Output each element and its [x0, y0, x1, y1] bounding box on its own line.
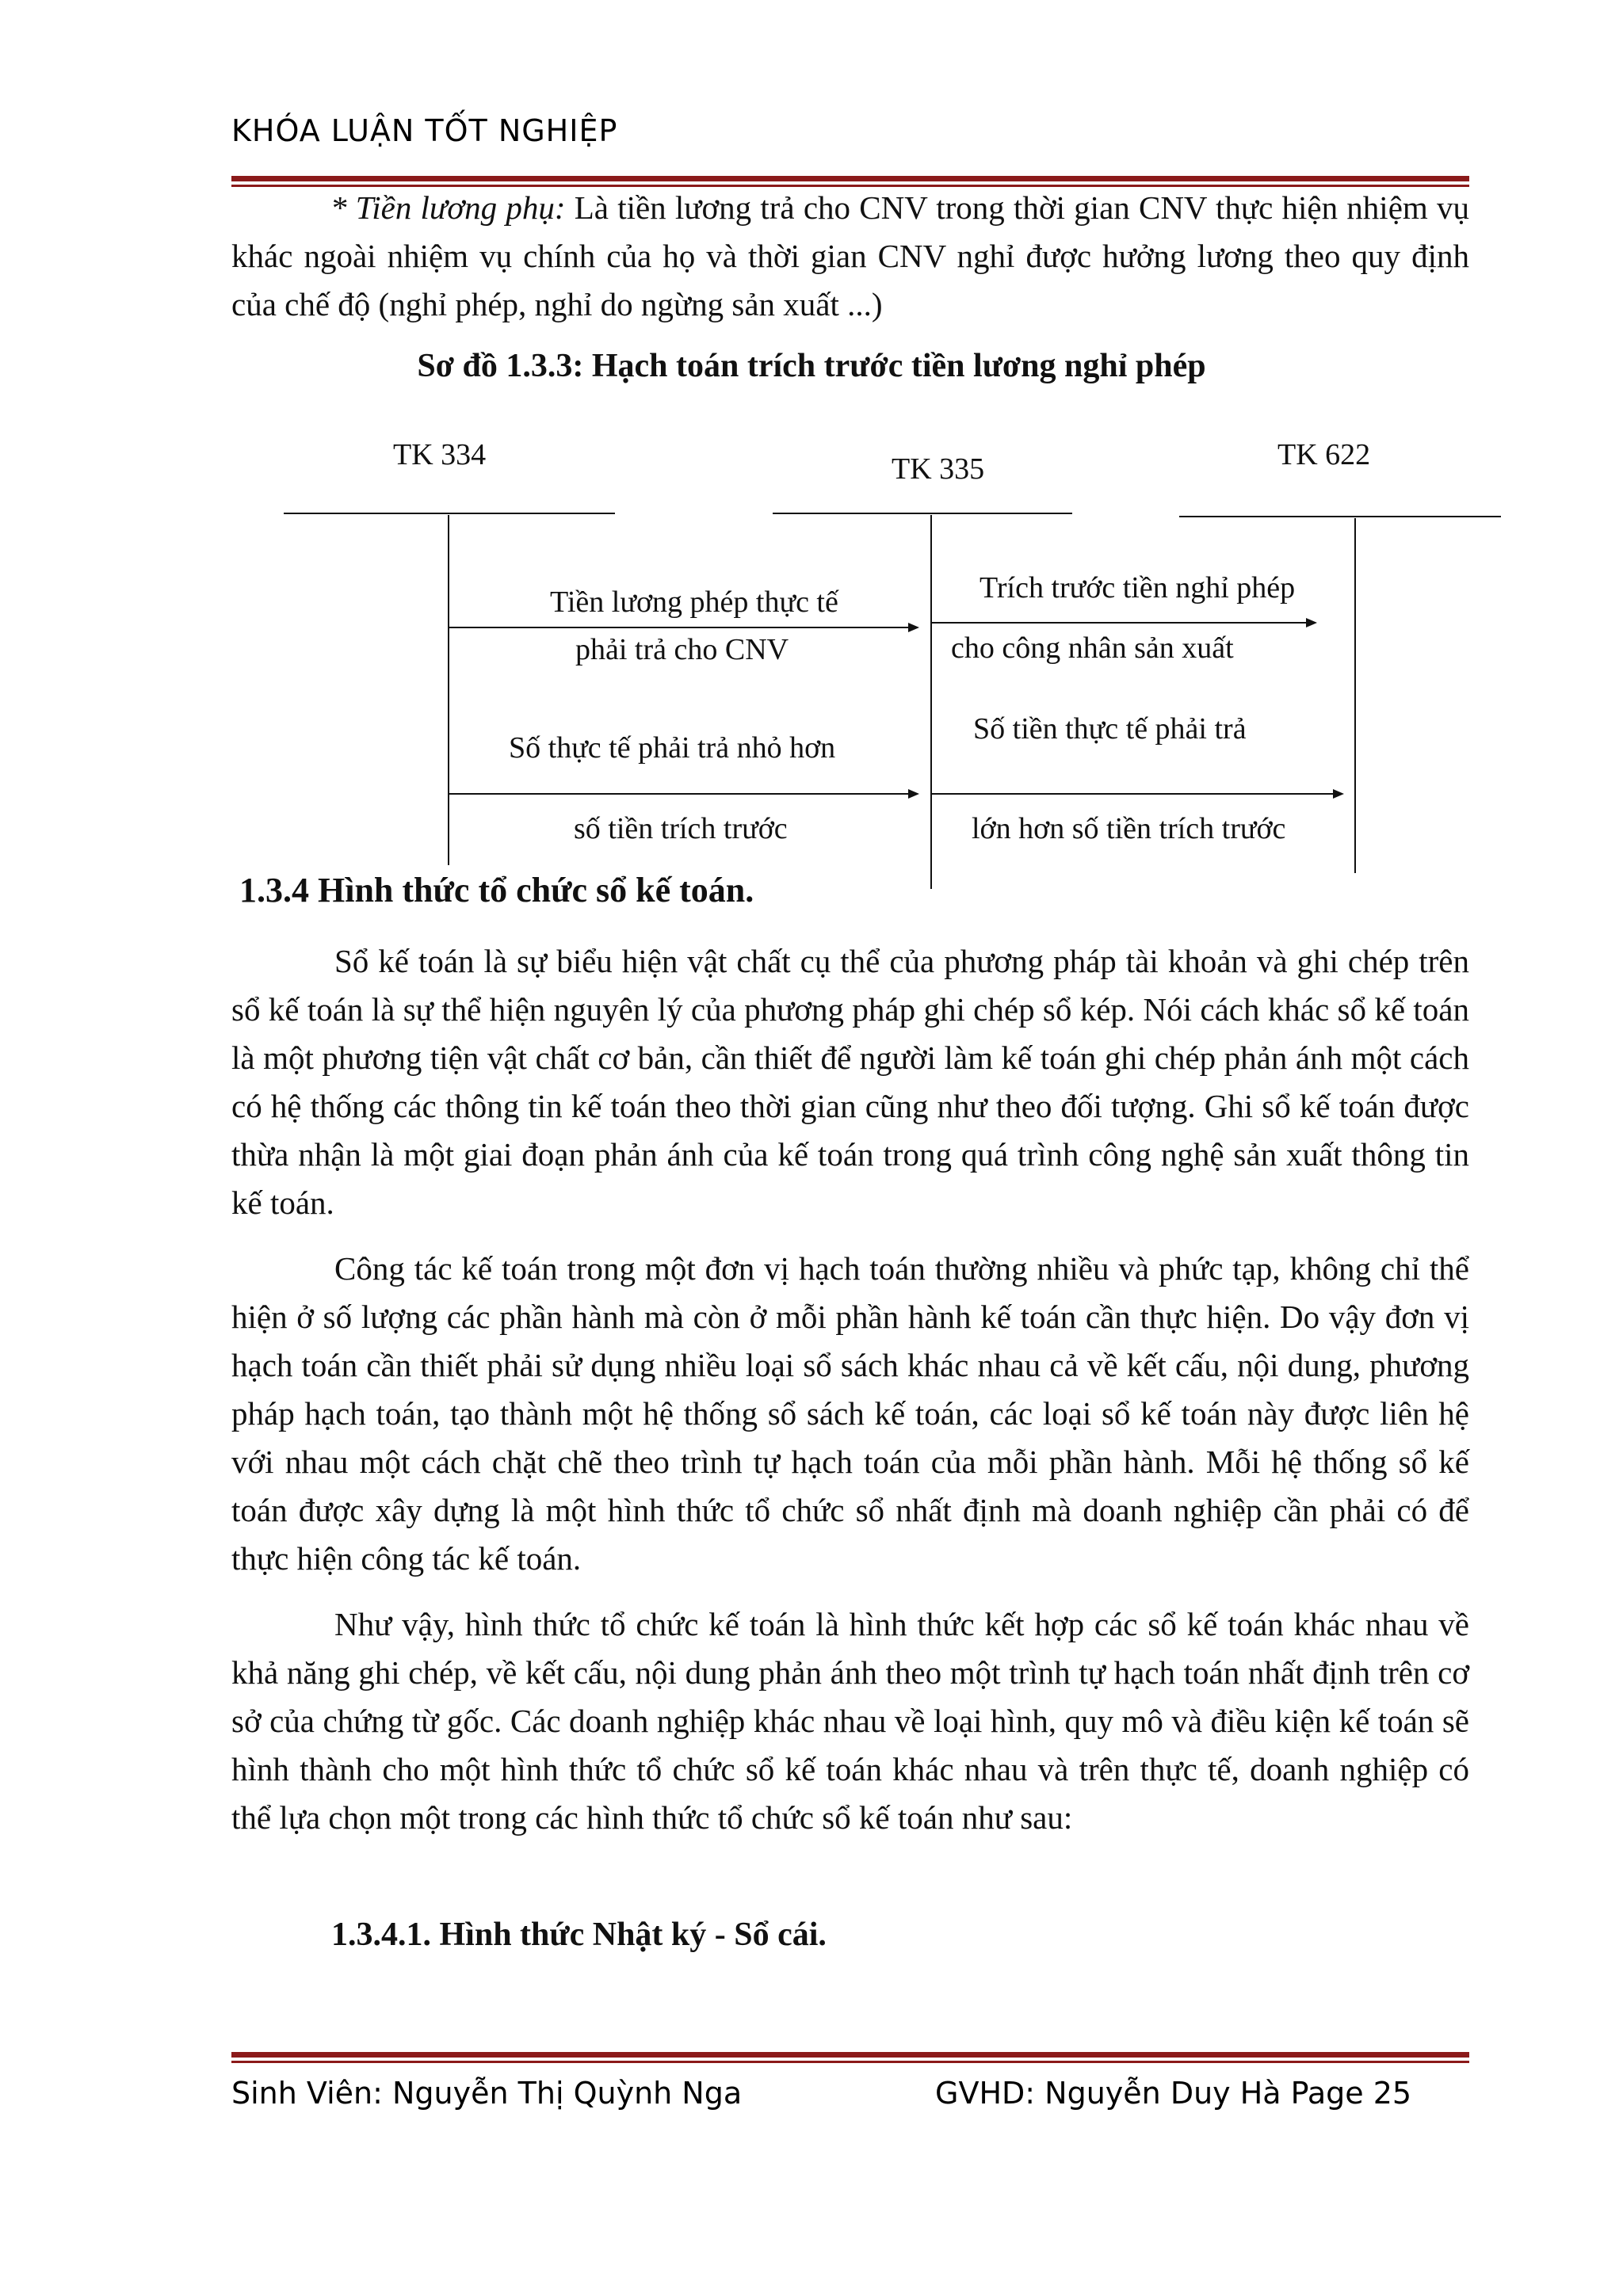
paragraph: Công tác kế toán trong một đơn vị hạch toán thường nhiều và phức tạp, không chỉ thể hiện ở số lượng các phần hành mà còn ở mỗi phần hành kế toán cần thực hiện. Do vậy đơn vị hạch toán cần thiết phải sử dụng nhiều loại sổ sách khác nhau cả về kết cấu, nội dung, phương pháp hạch toán, tạo thành một hệ thống sổ sách kế toán, các loại sổ kế toán này được liên hệ với nhau một cách chặt chẽ theo trình tự hạch toán của mỗi phần hành. Mỗi hệ thống sổ kế toán được xây dựng là một hình thức tổ chức sổ nhất định mà doanh nghiệp cần phải có để thực hiện công tác kế toán. — [231, 1250, 1469, 1577]
flow-label: Trích trước tiền nghỉ phép — [980, 571, 1296, 605]
section-body — [231, 937, 1469, 1859]
account-label-tk334: TK 334 — [393, 438, 487, 471]
flow-label: lớn hơn số tiền trích trước — [972, 812, 1286, 845]
header-rule — [231, 176, 1469, 181]
header-title: KHÓA LUẬN TỐT NGHIỆP — [231, 113, 618, 148]
intro-label: * Tiền lương phụ: — [330, 189, 566, 226]
footer-rule-thin — [231, 2061, 1469, 2063]
intro-paragraph — [231, 184, 1469, 329]
footer-rule — [231, 2052, 1469, 2058]
paragraph: Như vậy, hình thức tổ chức kế toán là hình thức kết hợp các sổ kế toán khác nhau về khả năng ghi chép, về kết cấu, nội dung phản ánh theo một trình tự hạch toán nhất định trên cơ sở của chứng từ gốc. Các doanh nghiệp khác nhau về loại hình, quy mô và điều kiện kế toán sẽ hình thành cho một hình thức tổ chức sổ kế toán khác nhau và trên thực tế, doanh nghiệp có thể lựa chọn một trong các hình thức tổ chức sổ kế toán như sau: — [231, 1606, 1469, 1836]
intro-text: Là tiền lương trả cho CNV trong thời gian CNV thực hiện nhiệm vụ khác ngoài nhiệm vụ chính của họ và thời gian CNV nghỉ được hưởng lương theo quy định của chế độ (nghỉ phép, nghỉ do ngừng sản xuất ...) — [231, 189, 1469, 322]
account-label-tk335: TK 335 — [892, 452, 985, 486]
section-heading: 1.3.4 Hình thức tổ chức sổ kế toán. — [239, 871, 754, 910]
flow-label: phải trả cho CNV — [575, 633, 789, 666]
flow-label: Số tiền thực tế phải trả — [973, 712, 1247, 746]
paragraph: Sổ kế toán là sự biểu hiện vật chất cụ thể của phương pháp tài khoản và ghi chép trên sổ kế toán là sự thể hiện nguyên lý của phương pháp ghi chép sổ kép. Nói cách khác sổ kế toán là một phương tiện vật chất cơ bản, cần thiết để người làm kế toán ghi chép phản ánh một cách có hệ thống các thông tin kế toán theo thời gian cũng như theo đối tượng. Ghi sổ kế toán được thừa nhận là một giai đoạn phản ánh của kế toán trong quá trình công nghệ sản xuất thông tin kế toán. — [231, 943, 1469, 1221]
account-label-tk622: TK 622 — [1277, 438, 1371, 471]
subsection-heading: 1.3.4.1. Hình thức Nhật ký - Sổ cái. — [331, 1917, 827, 1953]
footer-student: Sinh Viên: Nguyễn Thị Quỳnh Nga — [231, 2076, 743, 2111]
flow-label: Số thực tế phải trả nhỏ hơn — [509, 731, 836, 765]
flow-label: cho công nhân sản xuất — [951, 631, 1234, 665]
diagram-title: Sơ đồ 1.3.3: Hạch toán trích trước tiền lương nghỉ phép — [417, 348, 1206, 384]
diagram-lines — [0, 428, 1623, 903]
footer-advisor-page: GVHD: Nguyễn Duy Hà Page 25 — [935, 2076, 1412, 2111]
flow-label: Tiền lương phép thực tế — [550, 585, 838, 619]
flow-label: số tiền trích trước — [574, 812, 788, 845]
accounting-t-account-diagram — [0, 428, 1623, 903]
